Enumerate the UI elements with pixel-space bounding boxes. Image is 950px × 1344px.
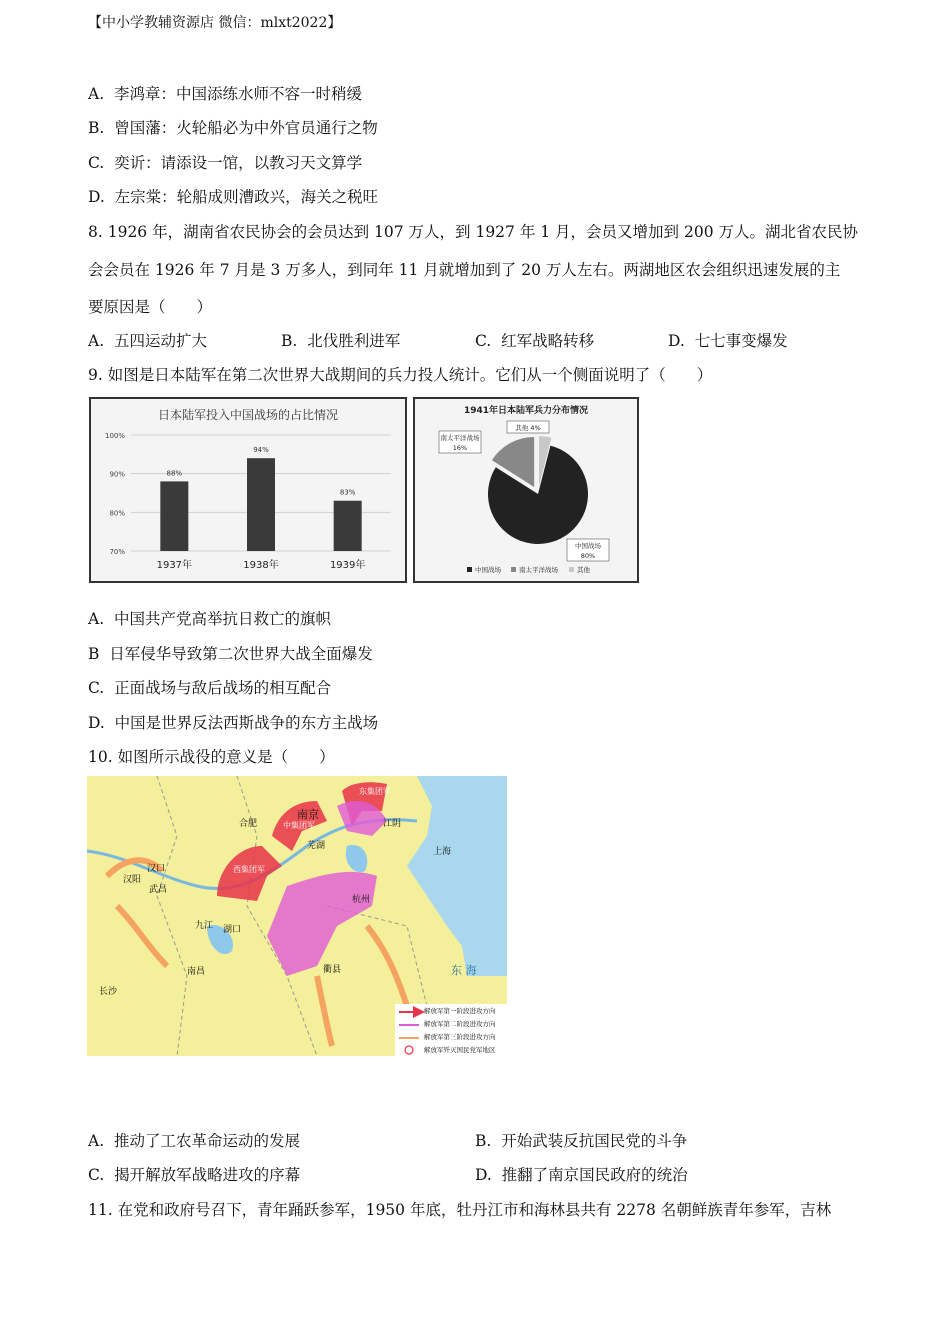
bar-value-label: 88% [166, 469, 183, 478]
slice-value-label: 16% [452, 444, 468, 452]
q10-option-a[interactable] [88, 1129, 300, 1151]
map-label-donghai: 东 海 [451, 964, 477, 977]
legend-label: 中国战场 [475, 566, 501, 574]
q10-option-d[interactable] [475, 1163, 688, 1185]
x-tick-label: 1938年 [243, 560, 279, 571]
q7-option-a[interactable] [88, 82, 362, 104]
page-header: 【中小学教辅资源店 微信：mlxt2022】 [88, 15, 342, 31]
q11-stem: 11. 在党和政府号召下，青年踊跃参军，1950 年底，牡丹江市和海林县共有 2278 名朝鲜族青年参军，吉林 [88, 1201, 832, 1219]
q8-option-a[interactable] [88, 329, 207, 351]
q8-option-d[interactable] [668, 329, 788, 351]
q8-option-b[interactable] [281, 329, 400, 351]
q7-option-c[interactable] [88, 151, 362, 173]
option-letter: C. [88, 679, 105, 697]
option-letter: D. [88, 714, 105, 732]
option-letter: A. [88, 85, 105, 103]
map-label-east-army: 东集团军 [359, 787, 391, 796]
third-stage-arrow [317, 976, 332, 1046]
x-tick-label: 1939年 [329, 560, 366, 571]
option-text: 揭开解放军战略进攻的序幕 [114, 1166, 301, 1184]
map-label-nanchang: 南昌 [187, 967, 206, 977]
bar [247, 458, 275, 551]
option-letter: A. [88, 332, 105, 350]
map-legend-item-4: 解放军歼灭国民党军地区 [424, 1046, 496, 1054]
legend-swatch [511, 567, 516, 572]
map-legend-item-2: 解放军第二阶段进攻方向 [424, 1020, 496, 1028]
option-letter: A. [88, 610, 105, 628]
map-label-shanghai: 上海 [433, 847, 452, 857]
slice-value-label: 80% [580, 552, 596, 560]
third-stage-arrow [117, 906, 167, 966]
map-label-jiujiang: 九江 [195, 921, 214, 931]
option-letter: C. [88, 1166, 105, 1184]
y-tick-label: 70% [109, 548, 125, 556]
bar [334, 501, 362, 551]
q9-stem: 9. 如图是日本陆军在第二次世界大战期间的兵力投人统计。它们从一个侧面说明了（ ） [88, 366, 713, 384]
province-border [157, 776, 187, 1056]
chart-title: 日本陆军投入中国战场的占比情况 [157, 408, 339, 422]
q10-stem: 10. 如图所示战役的意义是（ ） [88, 748, 335, 766]
legend-label: 其他 [577, 566, 590, 574]
q8-stem-line-1: 8. 1926 年，湖南省农民协会的会员达到 107 万人，到 1927 年 1 月，会员又增加到 200 万人。湖北省农民协 [88, 223, 858, 241]
option-text: 曾国藩：火轮船必为中外官员通行之物 [114, 119, 378, 137]
option-text: 奕䜣：请添设一馆，以教习天文算学 [114, 154, 363, 172]
third-stage-arrow [367, 926, 407, 1006]
option-text: 推翻了南京国民政府的统治 [501, 1166, 688, 1184]
option-text: 日军侵华导致第二次世界大战全面爆发 [109, 645, 373, 663]
q7-option-b[interactable] [88, 116, 378, 138]
q10-option-b[interactable] [475, 1129, 687, 1151]
map-label-wuchang: 武昌 [149, 885, 168, 895]
map-legend-item-3: 解放军第三阶段进攻方向 [424, 1033, 496, 1041]
map-label-middle-army: 中集团军 [283, 821, 315, 830]
legend-swatch [569, 567, 574, 572]
map-label-nanjing: 南京 [297, 808, 319, 821]
map-label-hukou: 湖口 [223, 925, 242, 935]
tai-lake [346, 845, 367, 872]
option-text: 李鸿章：中国添练水师不容一时稍缓 [113, 85, 362, 103]
option-letter: D. [88, 188, 105, 206]
pie-chart [413, 397, 639, 583]
legend-label: 南太平洋战场 [519, 566, 558, 574]
map-label-hankou: 汉口 [147, 864, 166, 874]
option-text: 左宗棠：轮船成则漕政兴，海关之税旺 [114, 188, 379, 206]
chart-title: 1941年日本陆军兵力分布情况 [463, 406, 589, 416]
option-text: 中国是世界反法西斯战争的东方主战场 [114, 714, 379, 732]
q9-option-c[interactable] [88, 676, 331, 698]
map-legend-item-1: 解放军第一阶段进攻方向 [424, 1007, 496, 1015]
map-label-hefei: 合肥 [239, 819, 258, 829]
q10-option-c[interactable] [88, 1163, 300, 1185]
option-text: 七七事变爆发 [694, 332, 788, 350]
map-label-wuhu: 芜湖 [307, 841, 326, 851]
option-letter: B. [475, 1132, 492, 1150]
q7-option-d[interactable] [88, 185, 378, 207]
y-tick-label: 100% [104, 432, 125, 440]
q9-option-b[interactable] [88, 642, 373, 664]
sea-area [407, 776, 507, 976]
q8-stem-line-3: 要原因是（ ） [88, 298, 213, 316]
option-text: 北伐胜利进军 [307, 332, 401, 350]
bar-value-label: 94% [253, 446, 269, 455]
x-tick-label: 1937年 [156, 560, 193, 571]
y-tick-label: 80% [109, 509, 125, 518]
option-text: 中国共产党高举抗日救亡的旗帜 [113, 610, 331, 628]
q9-option-d[interactable] [88, 711, 378, 733]
y-tick-label: 90% [109, 470, 125, 479]
q8-option-c[interactable] [475, 329, 594, 351]
campaign-map [87, 776, 507, 1056]
map-label-hangzhou: 杭州 [352, 895, 371, 905]
q8-stem-line-2: 会会员在 1926 年 7 月是 3 万多人，到同年 11 月就增加到了 20 万人左右。两湖地区农会组织迅速发展的主 [88, 261, 841, 279]
map-label-quxian: 衢县 [323, 965, 342, 975]
bar-chart [89, 397, 407, 583]
option-text: 正面战场与敌后战场的相互配合 [114, 679, 332, 697]
option-letter: C. [88, 154, 105, 172]
bar-chart-svg [91, 399, 405, 581]
bar-value-label: 83% [339, 488, 356, 497]
option-text: 开始武装反抗国民党的斗争 [501, 1132, 688, 1150]
map-label-changsha: 长沙 [99, 987, 118, 997]
option-letter: B. [281, 332, 298, 350]
option-letter: B [88, 645, 100, 663]
second-stage-advance [267, 872, 377, 976]
slice-name-label: 其他 4% [515, 424, 541, 432]
option-text: 红军战略转移 [501, 332, 595, 350]
option-letter: D. [668, 332, 685, 350]
option-text: 五四运动扩大 [113, 332, 207, 350]
legend-swatch [467, 567, 472, 572]
q9-option-a[interactable] [88, 607, 331, 629]
option-letter: B. [88, 119, 105, 137]
bar [160, 481, 188, 551]
option-letter: A. [88, 1132, 105, 1150]
slice-name-label: 中国战场 [575, 542, 601, 550]
map-label-hanyang: 汉阳 [123, 875, 142, 885]
map-label-jiangyin: 江阴 [383, 819, 402, 829]
map-label-west-army: 西集团军 [233, 865, 265, 874]
option-letter: D. [475, 1166, 492, 1184]
option-text: 推动了工农革命运动的发展 [113, 1132, 300, 1150]
option-letter: C. [475, 332, 492, 350]
slice-name-label: 南太平洋战场 [440, 434, 480, 442]
pie-chart-svg [415, 399, 637, 581]
